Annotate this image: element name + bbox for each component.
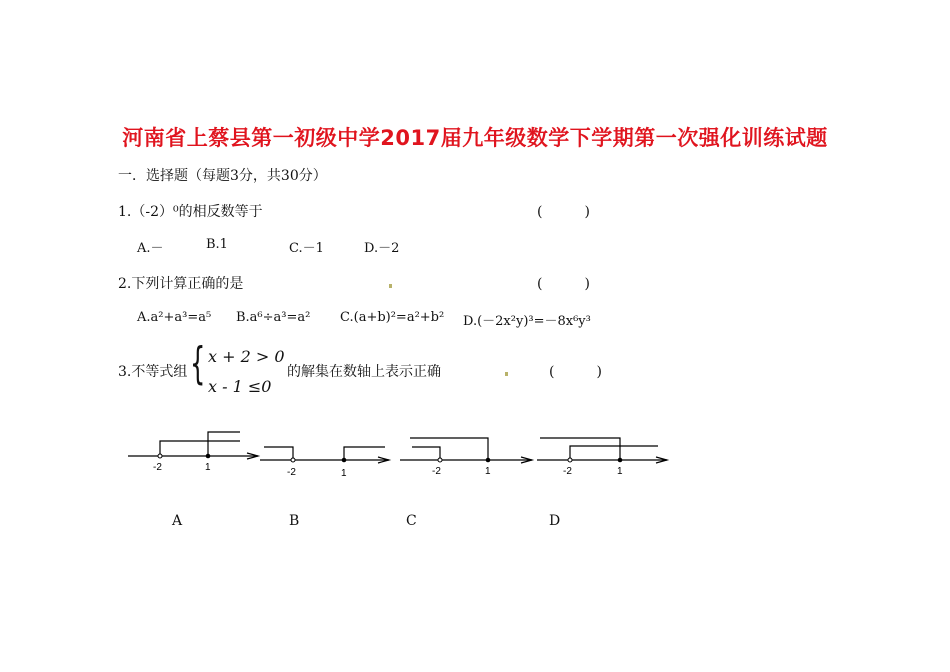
figure-label-d: D xyxy=(549,513,561,529)
number-line-d xyxy=(537,438,667,477)
tick-label-neg2: -2 xyxy=(563,466,572,477)
q2-option-b: B.a⁶÷a³=a² xyxy=(236,310,311,325)
tick-label-neg2: -2 xyxy=(153,462,162,473)
number-line-b xyxy=(260,447,389,479)
q2-option-d: D.(－2x²y)³=－8x⁶y³ xyxy=(463,314,591,329)
figure-label-b: B xyxy=(289,513,300,529)
tick-label-neg2: -2 xyxy=(287,467,296,478)
q1-stem: 1.（-2）⁰的相反数等于 xyxy=(118,204,263,220)
q2-answer-paren: ( ) xyxy=(537,276,590,292)
system-line-1: x + 2 > 0 xyxy=(208,347,285,366)
q3-stem-start: 3.不等式组 xyxy=(118,364,188,380)
tick-label-1: 1 xyxy=(205,462,211,473)
figure-label-c: C xyxy=(406,513,417,529)
q3-stem-end: 的解集在数轴上表示正确 xyxy=(287,364,441,380)
figure-label-a: A xyxy=(172,513,183,529)
document-title: 河南省上蔡县第一初级中学2017届九年级数学下学期第一次强化训练试题 xyxy=(122,126,828,150)
tick-label-neg2: -2 xyxy=(432,466,441,477)
tick-label-1: 1 xyxy=(341,468,347,479)
number-line-a xyxy=(128,432,258,473)
tick-label-1: 1 xyxy=(617,466,623,477)
q1-option-b: B.1 xyxy=(206,237,228,252)
q2-option-c: C.(a+b)²=a²+b² xyxy=(340,310,445,325)
q1-answer-paren: ( ) xyxy=(537,204,590,220)
number-line-c xyxy=(400,438,532,477)
system-brace: { xyxy=(190,338,206,389)
q1-option-d: D.－2 xyxy=(364,241,400,256)
q2-option-a: A.a²+a³=a⁵ xyxy=(137,310,212,325)
q3-answer-paren: ( ) xyxy=(549,364,602,380)
q1-option-a: A.－ xyxy=(137,241,164,256)
q1-option-c: C.－1 xyxy=(289,241,324,256)
q2-stem: 2.下列计算正确的是 xyxy=(118,276,244,292)
tick-label-1: 1 xyxy=(485,466,491,477)
system-line-2: x - 1 ≤0 xyxy=(208,377,272,396)
section-heading: 一．选择题（每题3分，共30分） xyxy=(118,168,327,184)
